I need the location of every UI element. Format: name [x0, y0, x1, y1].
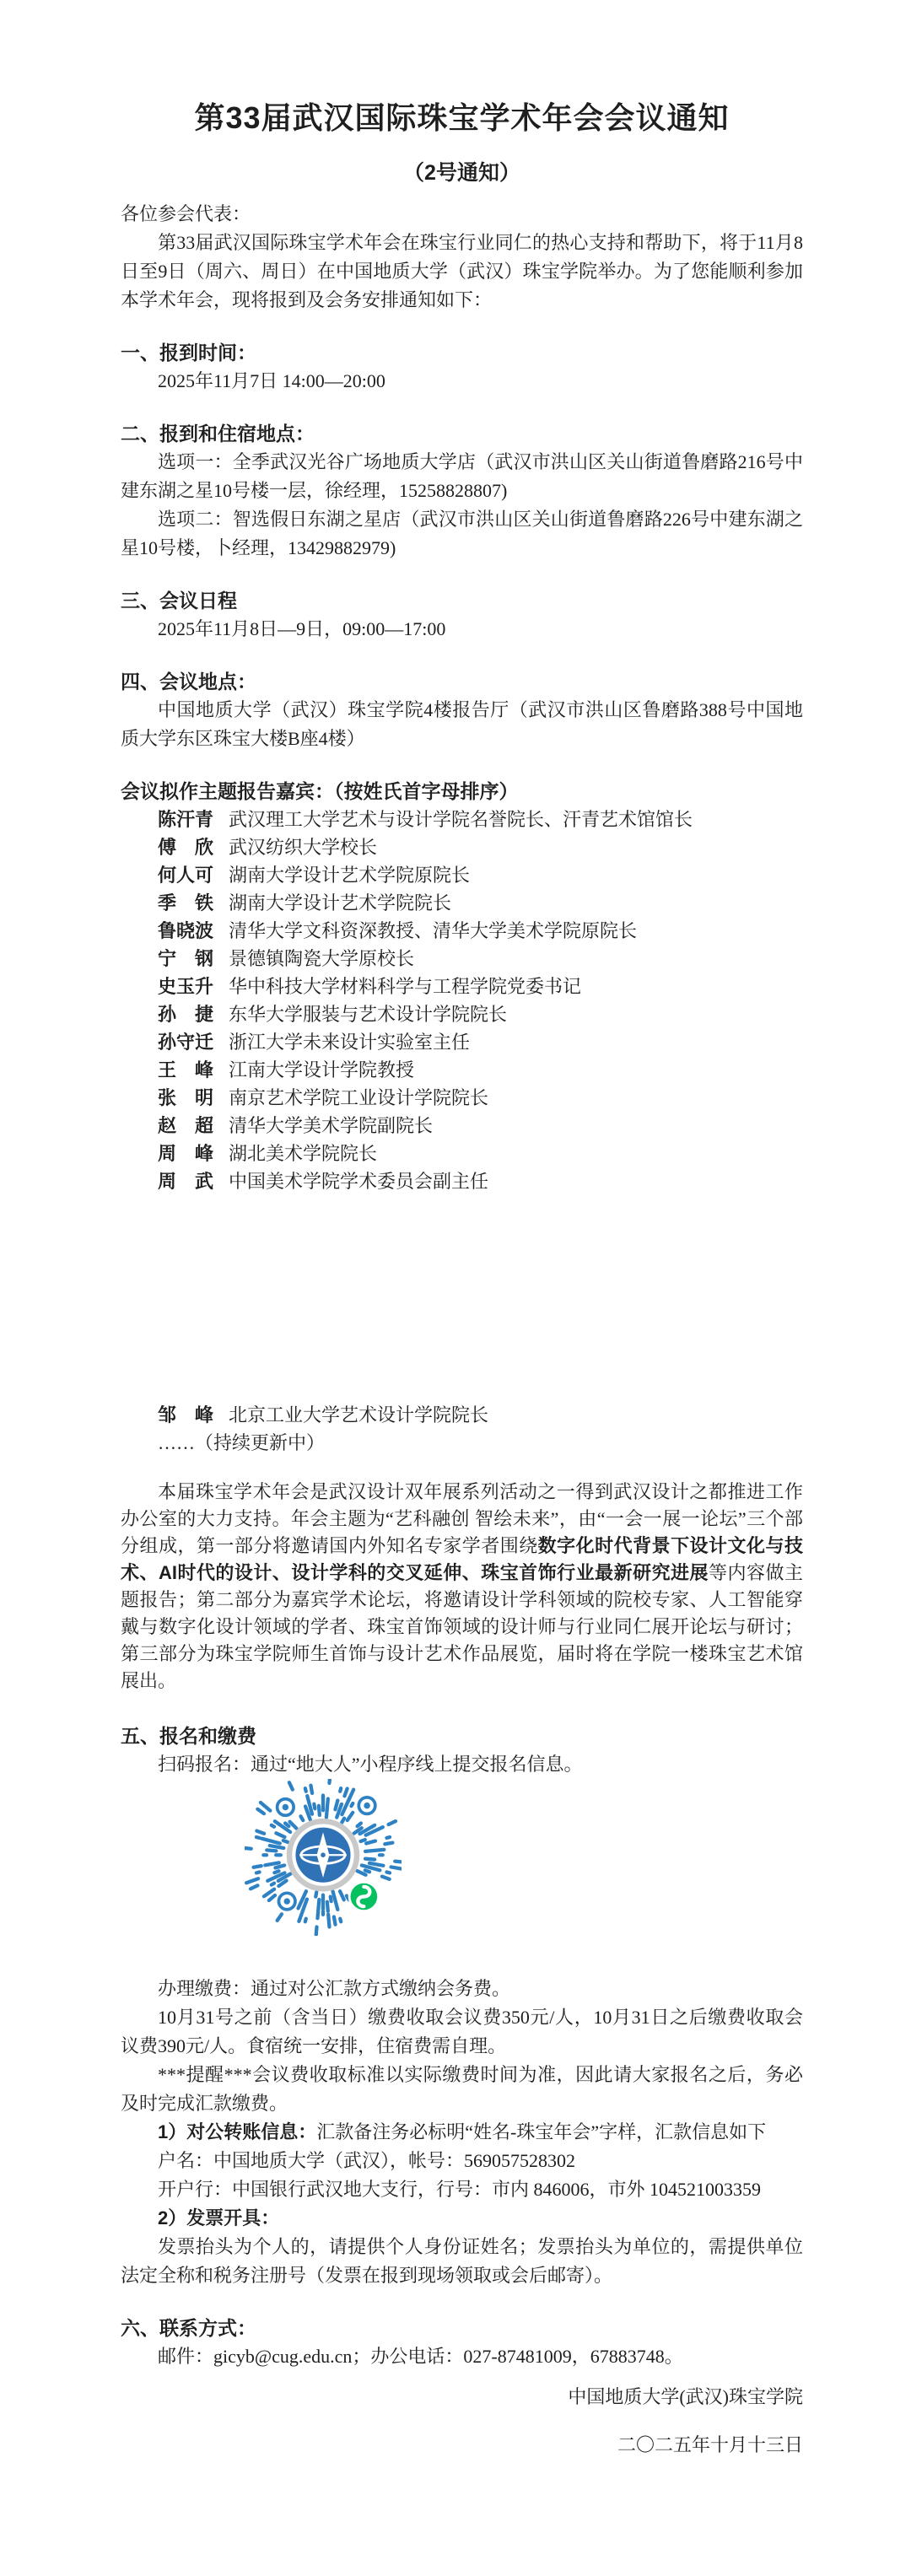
- theme-text-bold: 数字化时代背景下设计文化与技术、AI时代的设计、设计学科的交叉延伸、珠宝首饰行业最新研究进展: [121, 1535, 803, 1583]
- guest-name: 何人可: [158, 865, 214, 886]
- bank-branch-line: 开户行：中国银行武汉地大支行，行号：市内 846006，市外 104521003359: [158, 2179, 762, 2200]
- hotel-option-2: 选项二：智选假日东湖之星店（武汉市洪山区关山街道鲁磨路226号中建东湖之星10号楼，卜经理，13429882979): [121, 509, 803, 558]
- signature-date: 二〇二五年十月十三日: [617, 2434, 803, 2455]
- section-4-heading: 四、会议地点：: [121, 671, 256, 693]
- fee-details: 10月31号之前（含当日）缴费收取会议费350元/人，10月31日之后缴费收取会议费390元/人。食宿统一安排，住宿费需自理。: [121, 2007, 803, 2056]
- transfer-info-line: [121, 2118, 803, 2147]
- guest-name: 宁 钢: [158, 948, 214, 969]
- invoice-heading: 2）发票开具：: [158, 2207, 280, 2228]
- contact-info: 邮件：gicyb@cug.edu.cn；办公电话：027-87481009，67883748。: [158, 2346, 683, 2367]
- guest-title: 湖北美术学院院长: [229, 1143, 378, 1164]
- guest-name: 傅 欣: [158, 837, 214, 858]
- guest-title: 湖南大学设计艺术学院原院长: [229, 865, 471, 886]
- theme-text-1: 本届珠宝学术年会是武汉设计双年展系列活动之一得到武汉设计之都推进工作办公室的大力支持。年会主题为“艺科融创 智绘未来”，由“一会一展一论坛”三个部分组成，第一部分将邀请国内外知名专家学者围绕: [121, 1481, 803, 1556]
- transfer-info-text: 汇款备注务必标明“姓名-珠宝年会”字样，汇款信息如下: [316, 2121, 767, 2142]
- guest-name: 周 峰: [158, 1143, 214, 1164]
- guest-row: [121, 806, 803, 833]
- registration-time: 2025年11月7日 14:00—20:00: [158, 370, 385, 391]
- guest-title: 北京工业大学艺术设计学院院长: [229, 1404, 489, 1425]
- guest-title: 浙江大学未来设计实验室主任: [229, 1032, 471, 1053]
- conference-venue: 中国地质大学（武汉）珠宝学院4楼报告厅（武汉市洪山区鲁磨路388号中国地质大学东区珠宝大楼B座4楼）: [121, 699, 803, 749]
- guest-row: [121, 833, 803, 861]
- guests-updating-note: ……（持续更新中）: [158, 1432, 326, 1453]
- bank-account-line: 户名：中国地质大学（武汉），帐号：569057528302: [158, 2150, 576, 2171]
- guest-title: 武汉理工大学艺术与设计学院名誉院长、汗青艺术馆馆长: [229, 809, 693, 830]
- guest-row: [121, 1000, 803, 1028]
- guest-row: [121, 1140, 803, 1167]
- hotel-option-1: 选项一：全季武汉光谷广场地质大学店（武汉市洪山区关山街道鲁磨路216号中建东湖之星10号楼一层，徐经理，15258828807): [121, 451, 803, 501]
- guest-row: [121, 1401, 803, 1429]
- page-title: 第33届武汉国际珠宝学术年会会议通知: [194, 100, 730, 135]
- invoice-details: 发票抬头为个人的，请提供个人身份证姓名；发票抬头为单位的，需提供单位法定全称和税务注册号（发票在报到现场领取或会后邮寄）。: [121, 2236, 803, 2286]
- guest-name: 周 武: [158, 1171, 214, 1192]
- section-5-heading: 五、报名和缴费: [121, 1725, 256, 1747]
- guest-name: 季 铁: [158, 892, 214, 913]
- signup-instruction: 扫码报名：通过“地大人”小程序线上提交报名信息。: [158, 1754, 583, 1775]
- guest-title: 中国美术学院学术委员会副主任: [229, 1171, 489, 1192]
- intro-paragraph: 第33届武汉国际珠宝学术年会在珠宝行业同仁的热心支持和帮助下，将于11月8日至9日（周六、周日）在中国地质大学（武汉）珠宝学院举办。为了您能顺利参加本学术年会，现将报到及会务安排通知如下：: [121, 232, 803, 310]
- guest-name: 史玉升: [158, 976, 214, 997]
- page-subtitle: （2号通知）: [403, 161, 520, 185]
- guest-title: 南京艺术学院工业设计学院院长: [229, 1087, 489, 1108]
- guest-name: 张 明: [158, 1087, 214, 1108]
- guest-name: 邹 峰: [158, 1404, 214, 1425]
- guest-name: 孙守迁: [158, 1032, 214, 1053]
- guest-title: 湖南大学设计艺术学院院长: [229, 892, 452, 913]
- guest-title: 清华大学美术学院副院长: [229, 1115, 434, 1136]
- section-3-heading: 三、会议日程: [121, 590, 237, 612]
- section-1-heading: 一、报到时间：: [121, 342, 256, 364]
- guest-title: 景德镇陶瓷大学原校长: [229, 948, 415, 969]
- theme-paragraph: [121, 1479, 803, 1695]
- section-6-heading: 六、联系方式：: [121, 2317, 256, 2339]
- guest-name: 孙 捷: [158, 1004, 214, 1025]
- guest-row: [121, 1028, 803, 1056]
- guest-title: 清华大学文科资深教授、清华大学美术学院原院长: [229, 920, 638, 941]
- theme-text-2: 等内容做主题报告；第二部分为嘉宾学术论坛，将邀请设计学科领域的院校专家、人工智能穿戴与数字化设计领域的学者、珠宝首饰领域的设计师与行业同仁展开论坛与研讨；第三部分为珠宝学院师生首饰与设计艺术作品展览，届时将在学院一楼珠宝艺术馆展出。: [121, 1562, 803, 1691]
- greeting: 各位参会代表：: [121, 203, 251, 224]
- guest-row: [121, 1112, 803, 1140]
- guest-row: [121, 945, 803, 973]
- guest-title: 武汉纺织大学校长: [229, 837, 378, 858]
- registration-qr-code: [245, 1779, 402, 1936]
- guest-row: [121, 889, 803, 917]
- guest-row: [121, 1167, 803, 1195]
- guest-title: 江南大学设计学院教授: [229, 1059, 415, 1081]
- guest-row: [121, 917, 803, 945]
- guest-row: [121, 1056, 803, 1084]
- guest-name: 赵 超: [158, 1115, 214, 1136]
- guest-list-heading: 会议拟作主题报告嘉宾：（按姓氏首字母排序）: [121, 780, 519, 802]
- guest-name: 陈汗青: [158, 809, 214, 830]
- guest-title: 东华大学服装与艺术设计学院院长: [229, 1004, 508, 1025]
- guest-row: [121, 1084, 803, 1112]
- conference-schedule: 2025年11月8日—9日，09:00—17:00: [158, 618, 446, 639]
- signature-organization: 中国地质大学(武汉)珠宝学院: [568, 2386, 803, 2407]
- qr-code-graphic: [245, 1779, 402, 1936]
- guest-row: [121, 973, 803, 1000]
- guest-name: 鲁晓波: [158, 920, 214, 941]
- transfer-info-label: 1）对公转账信息：: [158, 2121, 317, 2142]
- fee-reminder: ***提醒***会议费收取标准以实际缴费时间为准，因此请大家报名之后，务必及时完成汇款缴费。: [121, 2064, 803, 2114]
- guest-title: 华中科技大学材料科学与工程学院党委书记: [229, 976, 582, 997]
- page-break-gap: [121, 1195, 803, 1401]
- payment-instruction: 办理缴费：通过对公汇款方式缴纳会务费。: [158, 1978, 511, 1999]
- section-2-heading: 二、报到和住宿地点：: [121, 423, 315, 445]
- guest-name: 王 峰: [158, 1059, 214, 1081]
- guest-row: [121, 861, 803, 889]
